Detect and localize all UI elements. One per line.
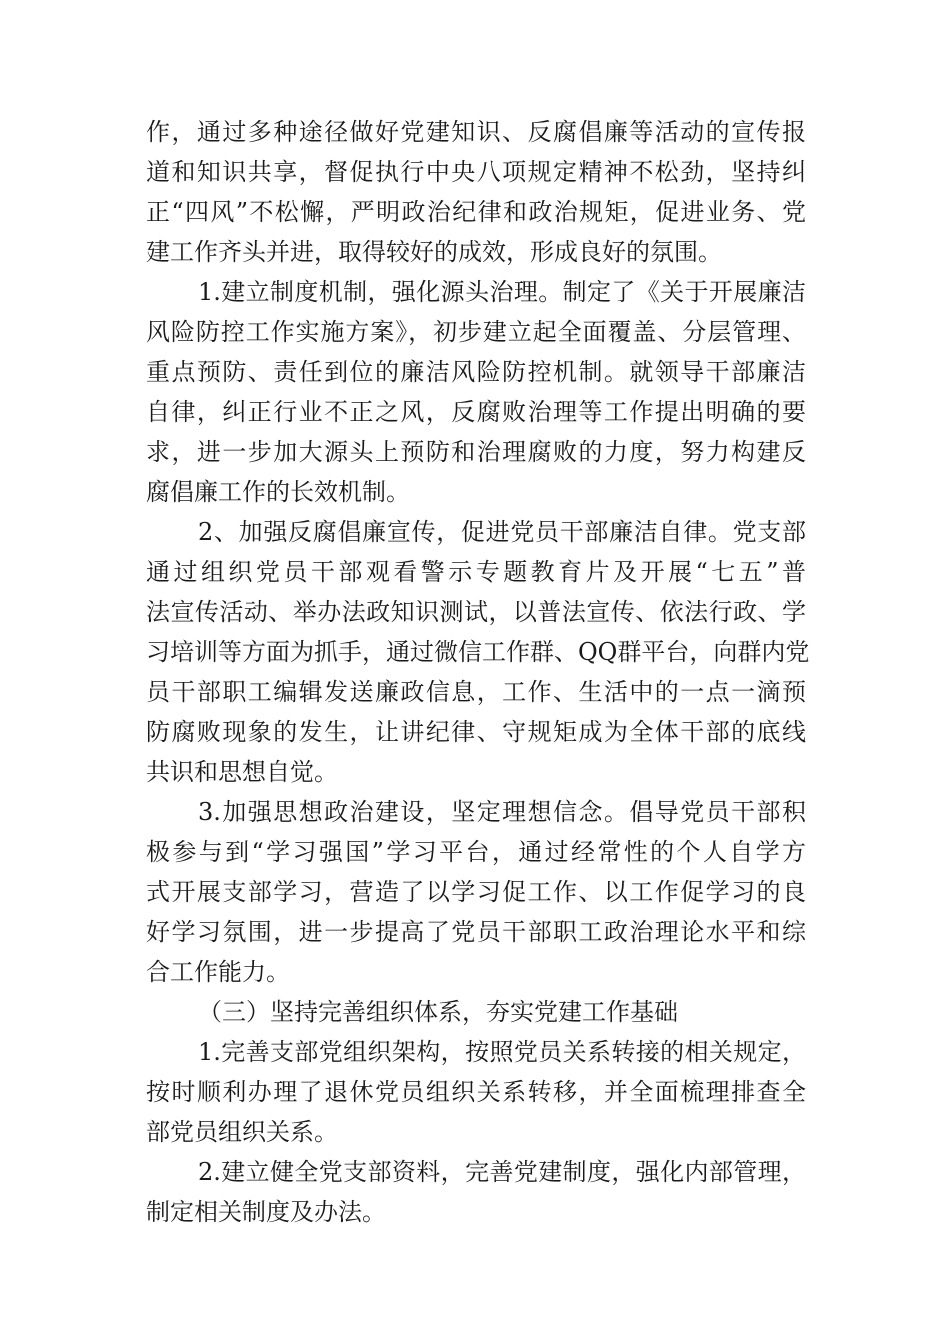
paragraph-heading-line: 3.加强思想政治建设，坚定理想信念。倡导党员干部积 — [198, 798, 806, 826]
text-line: 作，通过多种途径做好党建知识、反腐倡廉等活动的宣传报 — [146, 118, 806, 146]
paragraph-heading-line: 2.建立健全党支部资料，完善党建制度，强化内部管理， — [198, 1158, 806, 1186]
text-line: 合工作能力。 — [146, 958, 290, 986]
text-line: 法宣传活动、举办法政知识测试，以普法宣传、依法行政、学 — [146, 598, 806, 626]
section-heading: （三）坚持完善组织体系，夯实党建工作基础 — [198, 998, 678, 1026]
text-line: 习培训等方面为抓手，通过微信工作群、QQ群平台，向群内党 — [146, 638, 810, 666]
text-line: 正“四风”不松懈，严明政治纪律和政治规矩，促进业务、党 — [146, 198, 806, 226]
text-line: 员干部职工编辑发送廉政信息，工作、生活中的一点一滴预 — [146, 678, 806, 706]
document-body — [146, 112, 810, 1232]
text-line: 道和知识共享，督促执行中央八项规定精神不松劲，坚持纠 — [146, 158, 806, 186]
text-line: 通过组织党员干部观看警示专题教育片及开展“七五”普 — [146, 558, 806, 586]
text-line: 腐倡廉工作的长效机制。 — [146, 478, 410, 506]
text-line: 极参与到“学习强国”学习平台，通过经常性的个人自学方 — [146, 838, 806, 866]
text-line: 防腐败现象的发生，让讲纪律、守规矩成为全体干部的底线 — [146, 718, 806, 746]
text-line: 共识和思想自觉。 — [146, 758, 338, 786]
text-line: 按时顺利办理了退休党员组织关系转移，并全面梳理排查全 — [146, 1078, 806, 1106]
text-line: 自律，纠正行业不正之风，反腐败治理等工作提出明确的要 — [146, 398, 806, 426]
text-line: 重点预防、责任到位的廉洁风险防控机制。就领导干部廉洁 — [146, 358, 806, 386]
paragraph-heading-line: 1.建立制度机制，强化源头治理。制定了《关于开展廉洁 — [198, 278, 806, 306]
text-line: 求，进一步加大源头上预防和治理腐败的力度，努力构建反 — [146, 438, 806, 466]
text-line: 式开展支部学习，营造了以学习促工作、以工作促学习的良 — [146, 878, 806, 906]
text-line: 制定相关制度及办法。 — [146, 1198, 386, 1226]
paragraph-heading-line: 1.完善支部党组织架构，按照党员关系转接的相关规定， — [198, 1038, 806, 1066]
text-line: 风险防控工作实施方案》，初步建立起全面覆盖、分层管理、 — [146, 318, 806, 346]
text-line: 建工作齐头并进，取得较好的成效，形成良好的氛围。 — [146, 238, 722, 266]
paragraph-heading-line: 2、加强反腐倡廉宣传，促进党员干部廉洁自律。党支部 — [198, 518, 806, 546]
text-line: 部党员组织关系。 — [146, 1118, 338, 1146]
text-line: 好学习氛围，进一步提高了党员干部职工政治理论水平和综 — [146, 918, 806, 946]
